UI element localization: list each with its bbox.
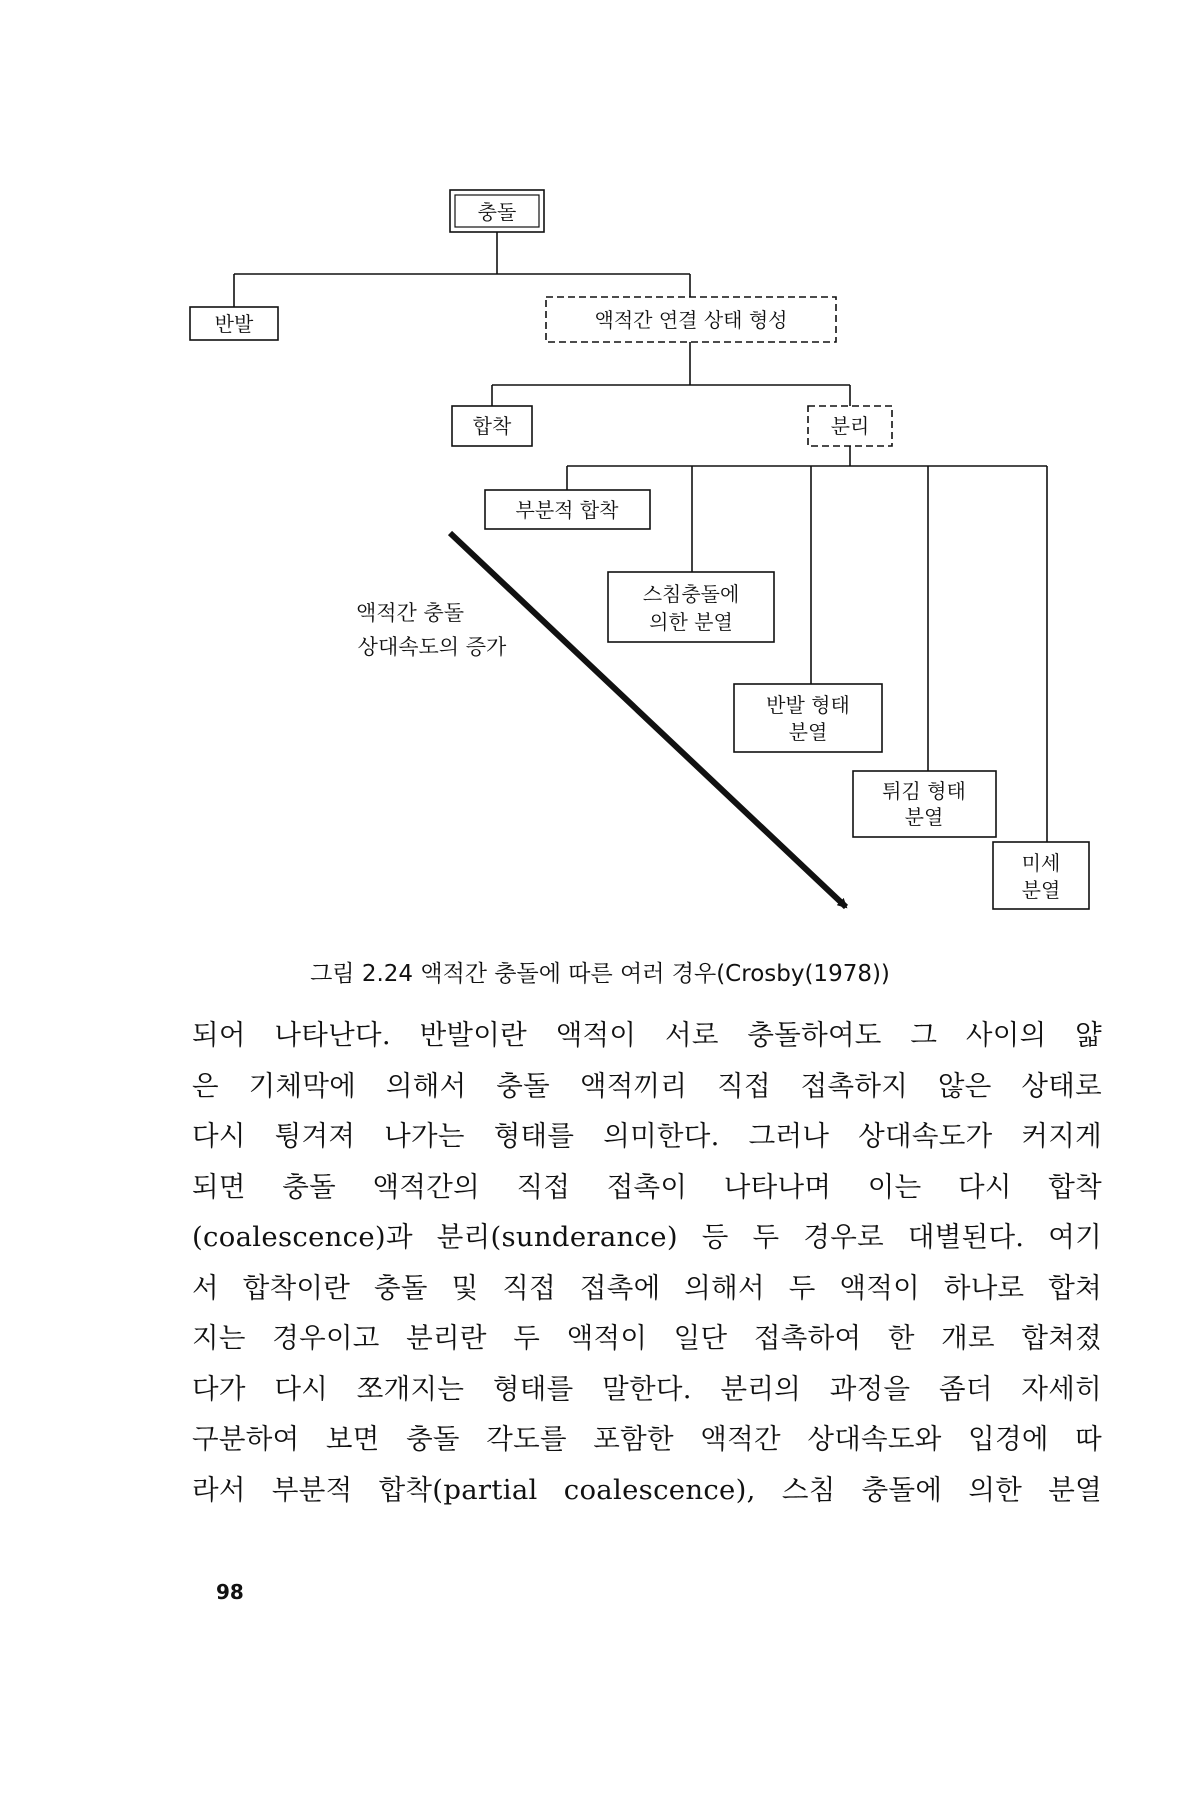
body-line: 되면 충돌 액적간의 직접 접촉이 나타나며 이는 다시 합착 (192, 1170, 1102, 1203)
body-line: 다시 튕겨져 나가는 형태를 의미한다. 그러나 상대속도가 커지게 (192, 1120, 1102, 1152)
figure-caption: 그림 2.24 액적간 충돌에 따른 여러 경우(Crosby(1978)) (310, 961, 890, 987)
node-bounce-split (734, 684, 882, 752)
arrow-label (356, 601, 507, 659)
node-grazing-split-line2: 의한 분열 (649, 610, 733, 634)
node-grazing-split-line1: 스침충돌에 (642, 582, 740, 606)
body-line: 지는 경우이고 분리란 두 액적이 일단 접촉하여 한 개로 합쳐졌 (192, 1322, 1102, 1354)
node-bounce-split-line2: 분열 (788, 720, 828, 744)
node-rebound-split (853, 771, 996, 837)
node-separation (808, 406, 892, 446)
body-line: 다가 다시 쪼개지는 형태를 말한다. 분리의 과정을 좀더 자세히 (192, 1372, 1102, 1405)
body-line: 라서 부분적 합착(partial coalescence), 스침 충돌에 의한 분열 (192, 1473, 1102, 1506)
node-partial-coalescence-label: 부분적 합착 (515, 498, 619, 522)
body-line: 되어 나타난다. 반발이란 액적이 서로 충돌하여도 그 사이의 얇 (192, 1019, 1102, 1051)
arrow-label-line2: 상대속도의 증가 (357, 635, 507, 659)
node-grazing-split (608, 572, 774, 642)
node-fine-split-line1: 미세 (1021, 851, 1061, 875)
node-bounce-split-line1: 반발 형태 (766, 693, 850, 717)
node-fine-split (993, 842, 1089, 909)
node-collision-label: 충돌 (477, 200, 517, 224)
body-line: 서 합착이란 충돌 및 직접 접촉에 의해서 두 액적이 하나로 합쳐 (192, 1271, 1102, 1304)
page-number: 98 (216, 1580, 244, 1604)
node-connection (546, 297, 836, 342)
body-line: 구분하여 보면 충돌 각도를 포함한 액적간 상대속도와 입경에 따 (192, 1423, 1102, 1455)
node-bounce (190, 307, 278, 340)
node-partial-coalescence (485, 490, 650, 529)
body-line: (coalescence)과 분리(sunderance) 등 두 경우로 대별된다. 여기 (192, 1221, 1102, 1253)
node-connection-label: 액적간 연결 상태 형성 (594, 308, 788, 332)
node-rebound-split-line2: 분열 (904, 805, 944, 829)
node-rebound-split-line1: 튀김 형태 (882, 779, 966, 803)
node-fine-split-line2: 분열 (1021, 878, 1061, 902)
body-line: 은 기체막에 의해서 충돌 액적끼리 직접 접촉하지 않은 상태로 (192, 1069, 1102, 1102)
node-separation-label: 분리 (830, 414, 870, 438)
body-paragraph (192, 1010, 1102, 1515)
node-collision (450, 190, 544, 232)
arrow-label-line1: 액적간 충돌 (355, 601, 465, 625)
node-bounce-label: 반발 (214, 312, 254, 336)
node-coalescence-label: 합착 (472, 414, 512, 438)
node-coalescence (452, 406, 532, 446)
